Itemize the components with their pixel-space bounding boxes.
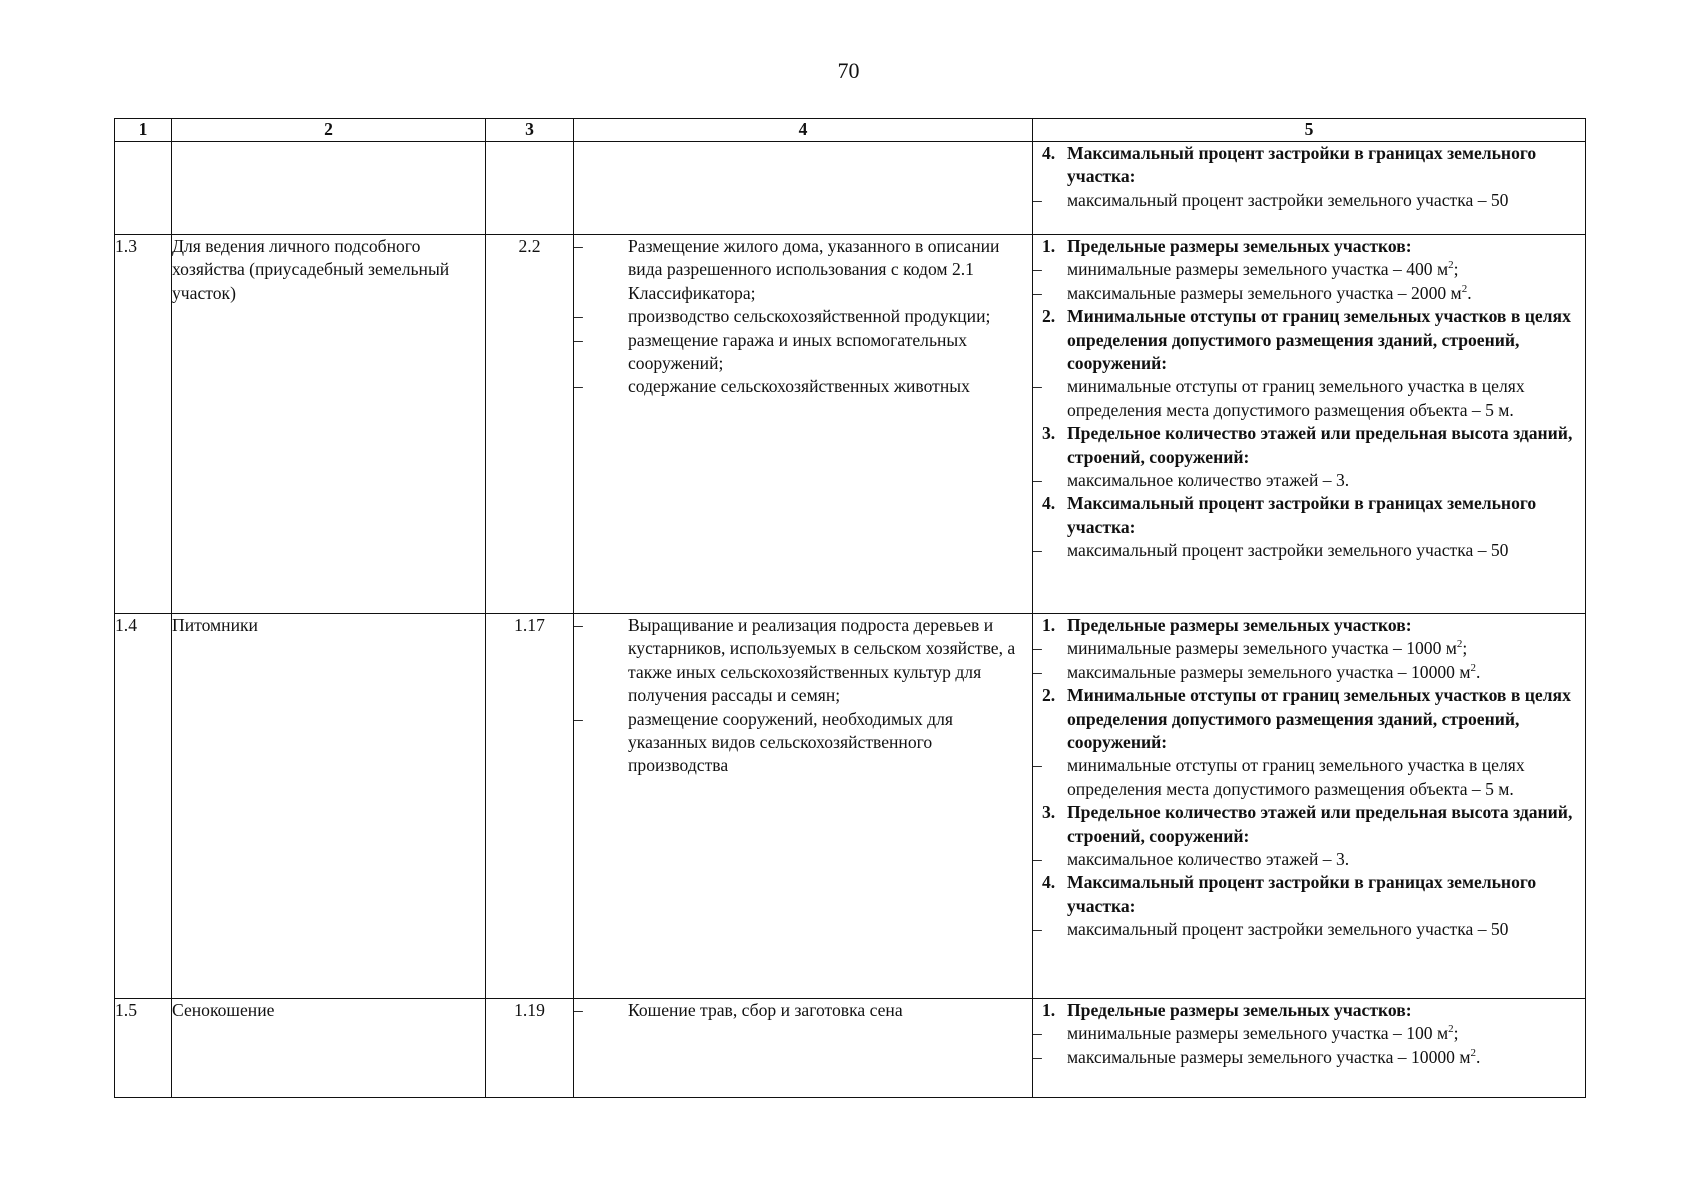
dash-bullet: –: [574, 1000, 583, 1020]
unit-superscript: 2: [1470, 661, 1476, 674]
heading-text: [1067, 142, 1585, 189]
dash-bullet: –: [1033, 259, 1042, 280]
item-text-tail: .: [1476, 1046, 1481, 1067]
item-text-main: Предельные размеры земельных участков:: [1067, 1000, 1412, 1020]
section-heading: [1033, 142, 1585, 189]
list-item: [574, 235, 1032, 305]
dash-bullet: –: [1033, 376, 1042, 397]
list-item: [1033, 918, 1585, 941]
dash-bullet: –: [1033, 919, 1042, 940]
item-text-main: минимальные размеры земельного участка – 1000 м: [1067, 638, 1457, 659]
dash-bullet: –: [1033, 638, 1042, 659]
heading-text: [1067, 871, 1585, 918]
item-text: [1067, 661, 1585, 684]
section-heading: [1033, 305, 1585, 375]
parameters-cell: [1033, 614, 1586, 999]
item-text-tail: .: [1467, 282, 1472, 303]
section-heading: [1033, 492, 1585, 539]
heading-text: [1067, 305, 1585, 375]
item-text: [1067, 469, 1585, 492]
item-text-main: Предельные размеры земельных участков:: [1067, 615, 1412, 635]
unit-superscript: 2: [1448, 259, 1454, 272]
use-type-name-cell: [172, 142, 486, 235]
item-text-main: Минимальные отступы от границ земельных участков в целях определения допустимого размещения зданий, строений, сооружений:: [1067, 685, 1571, 753]
unit-superscript: 2: [1470, 1046, 1476, 1059]
unit-superscript: 2: [1456, 638, 1463, 651]
dash-bullet: –: [1033, 282, 1042, 303]
unit-superscript: 2: [1448, 1023, 1454, 1036]
item-text-main: содержание сельскохозяйственных животных: [628, 376, 970, 397]
list-item: [1033, 469, 1585, 492]
list-item: [1033, 1022, 1585, 1045]
table-row-1-5: [115, 999, 1586, 1098]
list-item: [574, 305, 1032, 328]
heading-text: [1067, 422, 1585, 469]
item-text-main: Кошение трав, сбор и заготовка сена: [628, 1000, 903, 1020]
heading-number: 3.: [1042, 802, 1056, 823]
item-text-main: Предельное количество этажей или предельная высота зданий, строений, сооружений:: [1067, 423, 1573, 467]
heading-number: 4.: [1042, 872, 1056, 893]
classifier-code-cell: 1.19: [486, 999, 574, 1098]
heading-text: [1067, 684, 1585, 754]
use-type-name-cell: Для ведения личного подсобного хозяйства (приусадебный земельный участок): [172, 235, 486, 614]
item-text-main: максимальные размеры земельного участка – 2000 м: [1067, 282, 1462, 303]
parameters-cell: [1033, 999, 1586, 1098]
use-description-cell: [574, 142, 1033, 235]
section-heading: [1033, 235, 1585, 258]
dash-bullet: –: [1033, 755, 1042, 776]
classifier-code-cell: [486, 142, 574, 235]
use-description-cell: [574, 235, 1033, 614]
item-text: [628, 999, 1032, 1022]
item-text-main: минимальные отступы от границ земельного участка в целях определения места допустимого размещения объекта – 5 м.: [1067, 376, 1525, 420]
item-text-main: максимальный процент застройки земельного участка – 50: [1067, 919, 1509, 940]
item-text-main: максимальные размеры земельного участка – 10000 м: [1067, 1046, 1471, 1067]
column-header-1: 1: [115, 119, 172, 142]
item-text-tail: ;: [1453, 259, 1459, 280]
dash-bullet: –: [574, 236, 583, 256]
item-text-main: максимальный процент застройки земельного участка – 50: [1067, 540, 1509, 561]
item-text-main: минимальные размеры земельного участка – 100 м: [1067, 1023, 1449, 1044]
heading-number: 1.: [1042, 615, 1056, 635]
item-text-tail: ;: [1453, 1023, 1459, 1044]
item-text: [1067, 189, 1585, 212]
item-text: [1067, 754, 1585, 801]
list-item: [1033, 258, 1585, 281]
heading-text: [1067, 999, 1585, 1022]
column-header-5: 5: [1033, 119, 1586, 142]
item-text: [1067, 282, 1585, 305]
heading-text: [1067, 614, 1585, 637]
dash-bullet: –: [1033, 661, 1042, 682]
heading-text: [1067, 235, 1585, 258]
heading-number: 3.: [1042, 423, 1056, 444]
dash-bullet: –: [1033, 189, 1042, 210]
heading-number: 2.: [1042, 306, 1056, 327]
column-header-2: 2: [172, 119, 486, 142]
item-text: [1067, 848, 1585, 871]
item-text: [1067, 637, 1585, 660]
dash-bullet: –: [574, 376, 583, 397]
heading-number: 4.: [1042, 493, 1056, 514]
list-item: [1033, 754, 1585, 801]
list-item: [574, 329, 1032, 376]
dash-bullet: –: [574, 615, 583, 635]
list-item: [1033, 637, 1585, 660]
column-number-header-row: [115, 119, 1586, 142]
heading-number: 4.: [1042, 143, 1056, 163]
item-text-main: Выращивание и реализация подроста деревьев и кустарников, используемых в сельском хозяйстве, а также иных сельскохозяйственных культур для получения рассады и семян;: [628, 615, 1016, 706]
item-text-main: Предельное количество этажей или предельная высота зданий, строений, сооружений:: [1067, 802, 1573, 846]
unit-superscript: 2: [1461, 282, 1468, 295]
item-text-main: Размещение жилого дома, указанного в описании вида разрешенного использования с кодом 2.1 Классификатора;: [628, 236, 1000, 303]
dash-bullet: –: [1033, 1023, 1042, 1044]
list-item: [1033, 1046, 1585, 1069]
section-heading: [1033, 614, 1585, 637]
classifier-code-cell: 1.17: [486, 614, 574, 999]
item-text-main: Максимальный процент застройки в границах земельного участка:: [1067, 143, 1537, 187]
use-type-name-cell: Сенокошение: [172, 999, 486, 1098]
use-description-cell: [574, 614, 1033, 999]
use-description-cell: [574, 999, 1033, 1098]
dash-bullet: –: [1033, 540, 1042, 561]
item-text-main: максимальный процент застройки земельного участка – 50: [1067, 189, 1509, 210]
heading-text: [1067, 492, 1585, 539]
item-text: [628, 375, 1032, 398]
item-text: [1067, 258, 1585, 281]
list-item: [1033, 848, 1585, 871]
item-text-tail: .: [1476, 661, 1481, 682]
heading-number: 1.: [1042, 1000, 1056, 1020]
item-text: [628, 305, 1032, 328]
parameters-cell: [1033, 142, 1586, 235]
item-text-main: максимальное количество этажей – 3.: [1067, 470, 1350, 491]
list-item: [574, 999, 1032, 1022]
parameters-cell: [1033, 235, 1586, 614]
item-text-main: минимальные размеры земельного участка – 400 м: [1067, 259, 1449, 280]
item-text-main: размещение сооружений, необходимых для указанных видов сельскохозяйственного производства: [628, 708, 954, 776]
table-row-continuation: [115, 142, 1586, 235]
item-text-main: минимальные отступы от границ земельного участка в целях определения места допустимого размещения объекта – 5 м.: [1067, 755, 1525, 799]
item-text: [1067, 1046, 1585, 1069]
dash-bullet: –: [574, 708, 583, 729]
row-number-cell: 1.3: [115, 235, 172, 614]
section-heading: [1033, 999, 1585, 1022]
item-text: [628, 235, 1032, 305]
list-item: [574, 708, 1032, 778]
list-item: [1033, 375, 1585, 422]
dash-bullet: –: [574, 306, 583, 327]
item-text-main: максимальное количество этажей – 3.: [1067, 849, 1350, 870]
row-number-cell: 1.5: [115, 999, 172, 1098]
item-text-main: Максимальный процент застройки в границах земельного участка:: [1067, 493, 1537, 537]
item-text: [628, 329, 1032, 376]
table-row-1-4: [115, 614, 1586, 999]
list-item: [1033, 189, 1585, 212]
list-item: [574, 614, 1032, 708]
item-text-tail: ;: [1462, 638, 1468, 659]
heading-number: 1.: [1042, 236, 1056, 256]
heading-text: [1067, 801, 1585, 848]
item-text-main: Максимальный процент застройки в границах земельного участка:: [1067, 872, 1537, 916]
item-text-main: Предельные размеры земельных участков:: [1067, 236, 1412, 256]
column-header-3: 3: [486, 119, 574, 142]
item-text-main: размещение гаража и иных вспомогательных сооружений;: [628, 329, 968, 374]
section-heading: [1033, 684, 1585, 754]
list-item: [574, 375, 1032, 398]
item-text: [1067, 539, 1585, 562]
dash-bullet: –: [574, 329, 583, 350]
regulations-table: [114, 118, 1586, 1098]
item-text-main: производство сельскохозяйственной продукции;: [628, 306, 991, 327]
item-text: [1067, 918, 1585, 941]
list-item: [1033, 661, 1585, 684]
item-text-main: Минимальные отступы от границ земельных участков в целях определения допустимого размещения зданий, строений, сооружений:: [1067, 306, 1571, 374]
list-item: [1033, 539, 1585, 562]
classifier-code-cell: 2.2: [486, 235, 574, 614]
row-number-cell: [115, 142, 172, 235]
column-header-4: 4: [574, 119, 1033, 142]
use-type-name-cell: Питомники: [172, 614, 486, 999]
item-text: [628, 708, 1032, 778]
list-item: [1033, 282, 1585, 305]
item-text: [1067, 375, 1585, 422]
dash-bullet: –: [1033, 1046, 1042, 1067]
item-text-main: максимальные размеры земельного участка – 10000 м: [1067, 661, 1471, 682]
section-heading: [1033, 871, 1585, 918]
heading-number: 2.: [1042, 685, 1056, 706]
page-number: 70: [837, 58, 860, 83]
dash-bullet: –: [1033, 849, 1042, 870]
section-heading: [1033, 422, 1585, 469]
item-text: [1067, 1022, 1585, 1045]
row-number-cell: 1.4: [115, 614, 172, 999]
dash-bullet: –: [1033, 470, 1042, 491]
item-text: [628, 614, 1032, 708]
table-row-1-3: [115, 235, 1586, 614]
section-heading: [1033, 801, 1585, 848]
